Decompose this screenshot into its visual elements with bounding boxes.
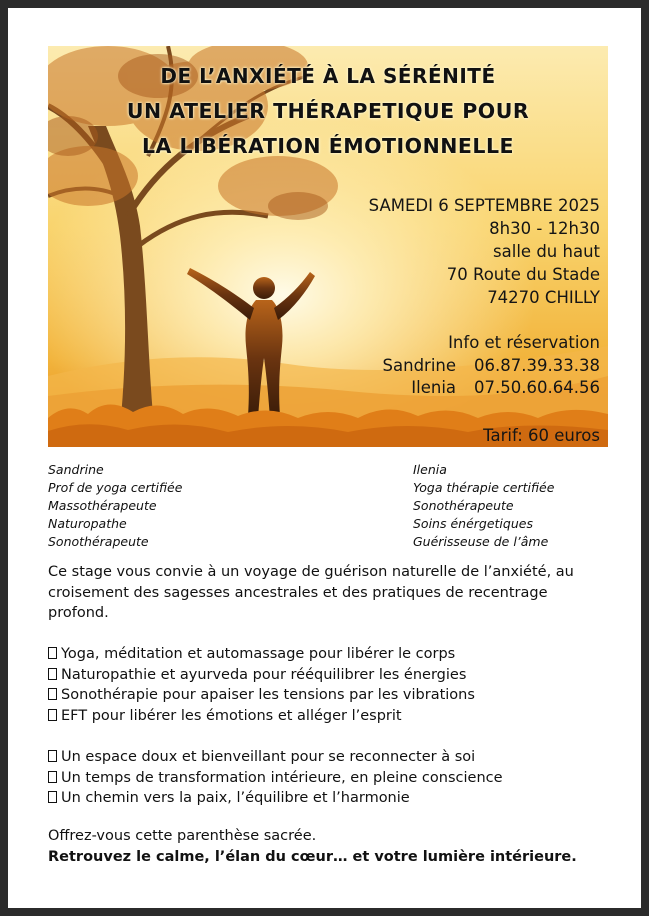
event-details [369, 194, 600, 309]
contact-ilenia [383, 377, 600, 400]
contact-sandrine [383, 355, 600, 378]
list-item: Un espace doux et bienveillant pour se reconnecter à soi [48, 747, 608, 768]
checkbox-glyph-icon [48, 709, 57, 721]
profile-ilenia [413, 461, 554, 551]
profile-line: Ilenia [413, 462, 447, 477]
closing-line-2: Retrouvez le calme, l’élan du cœur… et votre lumière intérieure. [48, 849, 577, 865]
checkbox-glyph-icon [48, 750, 57, 762]
profile-line: Soins énérgetiques [413, 516, 533, 531]
flyer-page [8, 8, 641, 908]
contact-name: Ilenia [411, 378, 457, 397]
booking-info [383, 332, 600, 400]
profile-line: Sandrine [48, 462, 104, 477]
event-time: 8h30 - 12h30 [489, 219, 600, 238]
intro-paragraph: Ce stage vous convie à un voyage de guérison naturelle de l’anxiété, au croisement des sagesses ancestrales et des pratiques de recentrage profond. [48, 564, 574, 621]
checkbox-glyph-icon [48, 647, 57, 659]
profile-line: Naturopathe [48, 516, 127, 531]
profile-line: Guérisseuse de l’âme [413, 534, 549, 549]
title-line-3: LA LIBÉRATION ÉMOTIONNELLE [141, 134, 515, 158]
profile-line: Prof de yoga certifiée [48, 480, 183, 495]
checkbox-glyph-icon [48, 688, 57, 700]
profile-sandrine [48, 461, 182, 551]
contact-phone: 06.87.39.33.38 [474, 355, 600, 375]
booking-heading: Info et réservation [448, 333, 600, 352]
checkbox-glyph-icon [48, 791, 57, 803]
practices-list [48, 644, 608, 726]
event-street: 70 Route du Stade [446, 265, 600, 284]
title-line-1: DE L’ANXIÉTÉ À LA SÉRÉNITÉ [160, 64, 496, 88]
list-item: Naturopathie et ayurveda pour rééquilibrer les énergies [48, 665, 608, 686]
checkbox-glyph-icon [48, 771, 57, 783]
profile-line: Sonothérapeute [48, 534, 149, 549]
event-city: 74270 CHILLY [487, 288, 600, 307]
list-item: EFT pour libérer les émotions et alléger l’esprit [48, 706, 608, 727]
event-date: SAMEDI 6 SEPTEMBRE 2025 [368, 196, 600, 215]
list-item: Un temps de transformation intérieure, en pleine conscience [48, 768, 608, 789]
checkbox-glyph-icon [48, 668, 57, 680]
contact-name: Sandrine [382, 355, 457, 375]
profile-line: Sonothérapeute [413, 498, 514, 513]
closing-line-1: Offrez-vous cette parenthèse sacrée. [48, 828, 317, 844]
list-item: Sonothérapie pour apaiser les tensions par les vibrations [48, 685, 608, 706]
list-item: Yoga, méditation et automassage pour libérer le corps [48, 644, 608, 665]
list-item: Un chemin vers la paix, l’équilibre et l’harmonie [48, 788, 608, 809]
contact-phone: 07.50.60.64.56 [474, 378, 600, 397]
profile-line: Massothérapeute [48, 498, 157, 513]
banner-illustration [48, 46, 608, 447]
event-room: salle du haut [493, 242, 600, 261]
benefits-list [48, 747, 608, 809]
profile-line: Yoga thérapie certifiée [413, 480, 555, 495]
title-line-2: UN ATELIER THÉRAPETIQUE POUR [126, 99, 530, 123]
price: Tarif: 60 euros [483, 426, 600, 445]
